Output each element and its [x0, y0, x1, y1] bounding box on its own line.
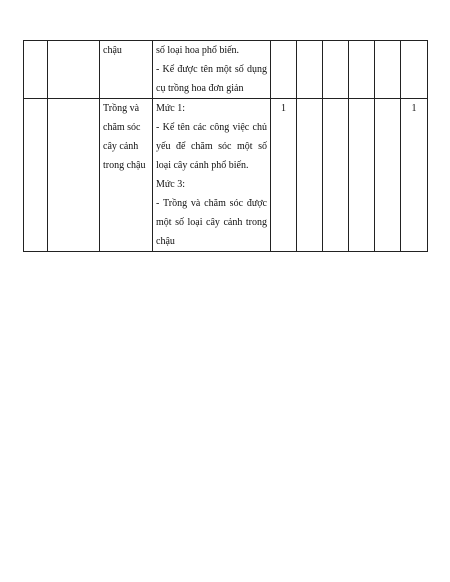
requirement-line: yếu để chăm sóc một số — [156, 141, 267, 152]
count-cell — [375, 99, 401, 252]
table-row — [24, 41, 428, 99]
count-cell — [349, 41, 375, 99]
count-cell — [401, 41, 428, 99]
requirement-line: cụ trồng hoa đơn giản — [156, 83, 244, 94]
requirement-cell — [153, 41, 271, 99]
requirement-cell — [153, 99, 271, 252]
count-cell — [297, 99, 323, 252]
topic-line: chậu — [103, 45, 122, 56]
table-row — [24, 99, 428, 252]
requirement-line: - Trồng và chăm sóc được — [156, 198, 267, 209]
topic-cell — [100, 41, 153, 99]
index-cell — [24, 99, 48, 252]
topic-line: Trồng và — [103, 103, 140, 114]
count-cell: 1 — [271, 99, 297, 252]
topic-line: chăm sóc — [103, 122, 141, 133]
requirement-line: một số loại cây cảnh trong — [156, 217, 267, 228]
requirement-line: chậu — [156, 236, 175, 247]
requirement-line: - Kể được tên một số dụng — [156, 64, 267, 75]
level-heading: Mức 1: — [156, 103, 186, 114]
count-cell — [297, 41, 323, 99]
count-cell: 1 — [401, 99, 428, 252]
unit-cell — [48, 41, 100, 99]
level-heading: Mức 3: — [156, 179, 186, 190]
requirement-line: - Kể tên các công việc chủ — [156, 122, 267, 133]
count-cell — [323, 41, 349, 99]
topic-line: trong chậu — [103, 160, 146, 171]
index-cell — [24, 41, 48, 99]
count-cell — [323, 99, 349, 252]
requirement-line: loại cây cảnh phổ biến. — [156, 160, 249, 171]
topic-line: cây cảnh — [103, 141, 139, 152]
count-cell — [375, 41, 401, 99]
topic-cell — [100, 99, 153, 252]
requirement-line: số loại hoa phổ biến. — [156, 45, 240, 56]
assessment-matrix-table — [23, 40, 428, 252]
count-cell — [271, 41, 297, 99]
unit-cell — [48, 99, 100, 252]
count-cell — [349, 99, 375, 252]
